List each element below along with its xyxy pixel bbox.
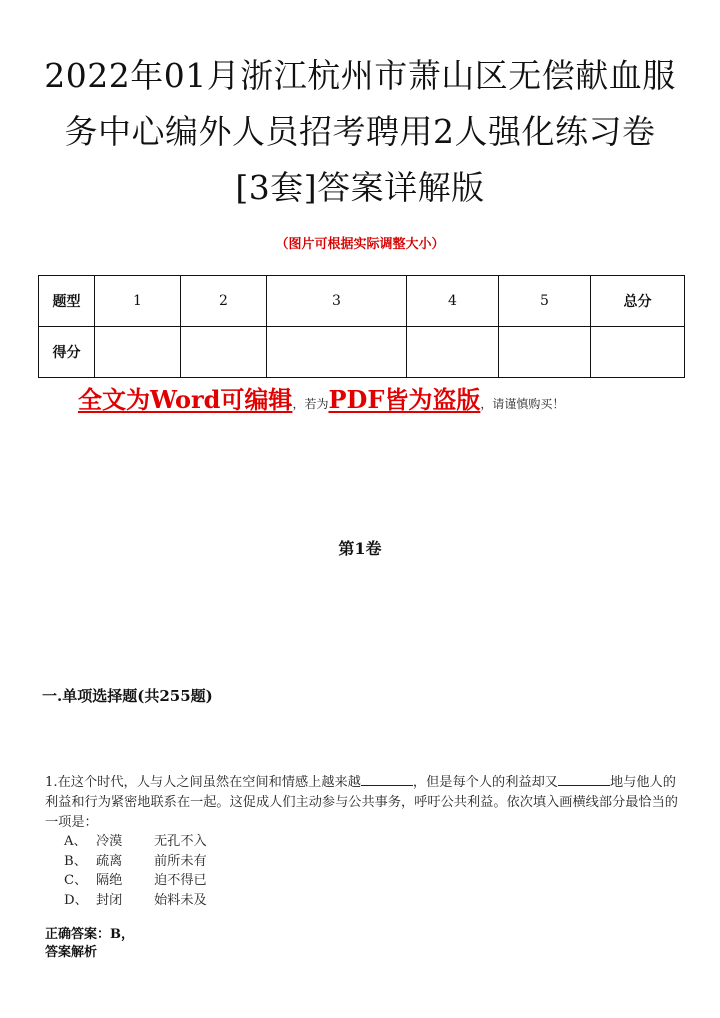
row-label-score: 得分	[39, 327, 95, 378]
header-cell-type: 题型	[39, 276, 95, 327]
header-cell-4: 4	[407, 276, 499, 327]
header-cell-1: 1	[95, 276, 181, 327]
option-b	[64, 852, 207, 872]
question-text-b: ，但是每个人的利益却又	[412, 775, 558, 790]
notice-caution: ，请谨慎购买！	[480, 397, 565, 411]
notice-piracy-text: PDF皆为盗版	[328, 385, 481, 414]
option-word-1: 隔绝	[96, 873, 123, 888]
option-word-2: 前所未有	[154, 853, 207, 869]
blank-2	[558, 772, 610, 786]
score-cell-3	[267, 327, 407, 378]
option-word-2: 无孔不入	[154, 834, 207, 849]
header-cell-2: 2	[181, 276, 267, 327]
volume-heading: 第1卷	[338, 539, 382, 558]
header-cell-5: 5	[499, 276, 591, 327]
image-resize-note: （图片可根据实际调整大小）	[275, 237, 445, 252]
blank-1	[361, 772, 413, 786]
option-word-2: 迫不得已	[154, 873, 207, 888]
score-cell-5	[499, 327, 591, 378]
title-line-1: 2022年01月浙江杭州市萧山区无偿献血服	[44, 56, 676, 95]
option-d	[64, 891, 207, 911]
score-cell-2	[181, 327, 267, 378]
answer-block	[45, 926, 134, 962]
score-table-score-row	[39, 327, 685, 378]
option-list	[64, 832, 207, 910]
title-line-2: 务中心编外人员招考聘用2人强化练习卷	[64, 112, 656, 151]
correct-answer: 正确答案：B，	[45, 927, 134, 942]
answer-analysis-label: 答案解析	[45, 945, 98, 960]
option-word-1: 疏离	[96, 853, 123, 869]
notice-editable-text: 全文为Word可编辑	[78, 385, 293, 414]
copyright-notice	[78, 380, 564, 415]
option-letter: D、	[64, 892, 88, 908]
option-a	[64, 832, 207, 852]
score-cell-1	[95, 327, 181, 378]
option-letter: B、	[64, 853, 87, 869]
option-word-1: 封闭	[96, 892, 123, 908]
option-word-1: 冷漠	[96, 834, 123, 849]
title-line-3: [3套]答案详解版	[235, 168, 485, 207]
question-text-a: 1.在这个时代，人与人之间虽然在空间和情感上越来越	[45, 775, 361, 790]
option-word-2: 始料未及	[154, 892, 207, 908]
document-title	[0, 48, 720, 216]
header-cell-3: 3	[267, 276, 407, 327]
option-letter: A、	[64, 834, 87, 849]
section-heading: 一.单项选择题(共255题)	[42, 687, 213, 705]
score-table	[38, 275, 685, 378]
notice-connector: ，若为	[292, 397, 329, 411]
question-text-c: 地与他人的利益和行为紧密地联系在一起。这促成人们主动参与公共事务，呼吁公共利益。依次填入画横线部分最恰当的一项是：	[45, 775, 678, 830]
question-stem	[45, 772, 681, 833]
score-table-header-row	[39, 276, 685, 327]
option-letter: C、	[64, 873, 88, 888]
score-cell-4	[407, 327, 499, 378]
header-cell-total: 总分	[591, 276, 685, 327]
option-c	[64, 871, 207, 891]
score-cell-total	[591, 327, 685, 378]
